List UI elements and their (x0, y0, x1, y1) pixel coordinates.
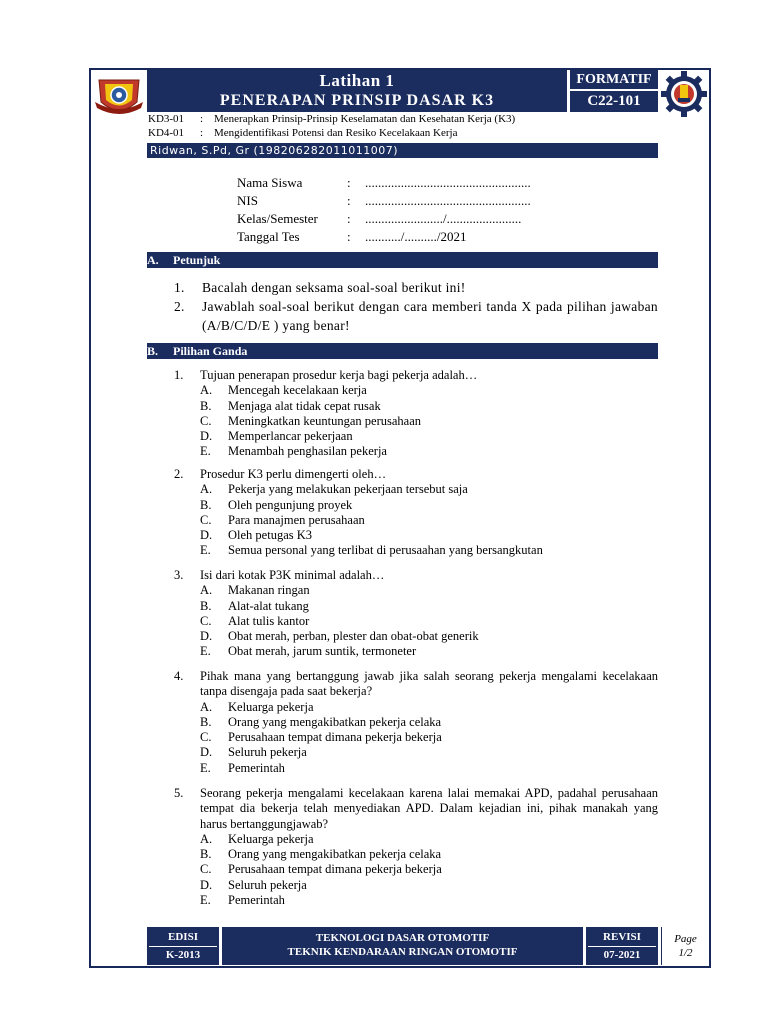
instruction-number: 2. (174, 299, 185, 314)
document-code: C22-101 (570, 91, 658, 112)
revisi-value: 07-2021 (603, 949, 641, 961)
instruction-item (174, 278, 658, 297)
option-letter: E. (200, 543, 211, 558)
kd-text: Menerapkan Prinsip-Prinsip Keselamatan dan Kesehatan Kerja (K3) (214, 113, 516, 125)
option-text: Alat-alat tukang (228, 598, 309, 613)
option-letter: A. (200, 831, 213, 846)
answer-option[interactable] (200, 599, 658, 614)
option-letter: B. (200, 497, 212, 512)
option-letter: E. (200, 760, 211, 775)
option-letter: D. (200, 877, 213, 892)
section-letter: B. (147, 344, 159, 358)
question-text: Prosedur K3 perlu dimengerti oleh… (200, 467, 387, 481)
option-text: Menambah penghasilan pekerja (228, 444, 387, 459)
option-text: Makanan ringan (228, 583, 310, 598)
option-letter: B. (200, 598, 212, 613)
question-number: 2. (174, 467, 184, 481)
answer-option[interactable] (200, 862, 658, 877)
name-field[interactable]: ................................................... (365, 175, 531, 190)
question-number: 5. (174, 786, 184, 800)
question-item (174, 467, 658, 559)
answer-option[interactable] (200, 513, 658, 528)
student-identity (237, 174, 531, 246)
option-letter: A. (200, 383, 213, 398)
question-number: 4. (174, 669, 184, 683)
option-text: Para manajmen perusahaan (228, 512, 365, 527)
identity-label: Tanggal Tes (237, 229, 300, 244)
option-text: Obat merah, jarum suntik, termoneter (228, 644, 417, 659)
kd-colon: : (200, 127, 204, 139)
gear-logo-icon (660, 70, 708, 118)
identity-row (237, 174, 531, 192)
school-logo-icon (93, 72, 145, 118)
answer-option[interactable] (200, 383, 658, 398)
footer-subject (222, 927, 583, 965)
class-semester-field[interactable]: ......................../....................... (365, 211, 522, 226)
instruction-text: Jawablah soal-soal berikut dengan cara memberi tanda X pada pilihan jawaban (A/B/C/D/E ) yang benar! (202, 299, 658, 333)
subject-line2: TEKNIK KENDARAAN RINGAN OTOMOTIF (287, 946, 518, 958)
answer-option[interactable] (200, 761, 658, 776)
instruction-number: 1. (174, 280, 185, 295)
option-letter: E. (200, 893, 211, 908)
option-text: Meningkatkan keuntungan perusahaan (228, 413, 421, 428)
kd-code: KD4-01 (148, 127, 185, 139)
teacher-bar: Ridwan, S.Pd, Gr (198206282011011007) (147, 143, 658, 158)
option-text: Seluruh pekerja (228, 877, 307, 892)
option-letter: D. (200, 629, 213, 644)
identity-label: NIS (237, 193, 258, 208)
identity-colon: : (347, 211, 351, 226)
section-header-b (147, 343, 658, 359)
section-header-a (147, 252, 658, 268)
option-text: Menjaga alat tidak cepat rusak (228, 398, 381, 413)
option-text: Perusahaan tempat dimana pekerja bekerja (228, 730, 442, 745)
question-item (174, 368, 658, 460)
kd-line (148, 127, 457, 140)
answer-option[interactable] (200, 444, 658, 459)
option-letter: C. (200, 862, 212, 877)
answer-option[interactable] (200, 730, 658, 745)
answer-option[interactable] (200, 528, 658, 543)
option-letter: D. (200, 745, 213, 760)
option-text: Keluarga pekerja (228, 699, 314, 714)
answer-option[interactable] (200, 893, 658, 908)
question-text: Isi dari kotak P3K minimal adalah… (200, 568, 385, 582)
identity-label: Kelas/Semester (237, 211, 318, 226)
page-number: 1/2 (678, 947, 693, 959)
page-indicator (661, 927, 709, 965)
option-letter: E. (200, 444, 211, 459)
edisi-label: EDISI (168, 931, 198, 943)
section-letter: A. (147, 253, 159, 267)
identity-colon: : (347, 175, 351, 190)
question-number: 1. (174, 368, 184, 382)
question-text: Pihak mana yang bertanggung jawab jika salah seorang pekerja mengalami kecelakaan tanpa disengaja pada saat bekerja? (200, 669, 658, 699)
kd-text: Mengidentifikasi Potensi dan Resiko Kecelakaan Kerja (214, 127, 458, 139)
identity-colon: : (347, 193, 351, 208)
answer-option[interactable] (200, 498, 658, 513)
answer-option[interactable] (200, 614, 658, 629)
section-title: Pilihan Ganda (173, 344, 248, 358)
nis-field[interactable]: ................................................... (365, 193, 531, 208)
answer-option[interactable] (200, 700, 658, 715)
option-letter: C. (200, 730, 212, 745)
edisi-value: K-2013 (165, 949, 201, 961)
answer-option[interactable] (200, 847, 658, 862)
option-text: Semua personal yang terlibat di perusaahan yang bersangkutan (228, 543, 543, 558)
answer-option[interactable] (200, 878, 658, 893)
footer-divider (149, 946, 217, 947)
option-text: Obat merah, perban, plester dan obat-obat generik (228, 629, 479, 644)
identity-colon: : (347, 229, 351, 244)
option-letter: E. (200, 644, 211, 659)
kd-line (148, 113, 515, 126)
option-letter: B. (200, 398, 212, 413)
question-text: Tujuan penerapan prosedur kerja bagi pekerja adalah… (200, 368, 478, 382)
page-label: Page (674, 933, 697, 945)
option-text: Seluruh pekerja (228, 745, 307, 760)
option-letter: A. (200, 699, 213, 714)
test-date-field[interactable]: .........../........../2021 (365, 229, 467, 244)
option-letter: A. (200, 583, 213, 598)
answer-option[interactable] (200, 429, 658, 444)
revisi-label: REVISI (603, 931, 641, 943)
option-letter: D. (200, 528, 213, 543)
option-text: Pekerja yang melakukan pekerjaan tersebut saja (228, 482, 468, 497)
answer-option[interactable] (200, 629, 658, 644)
option-text: Alat tulis kantor (228, 613, 310, 628)
identity-row (237, 228, 531, 246)
page-title: Latihan 1 (319, 71, 395, 90)
answer-option[interactable] (200, 482, 658, 497)
footer-divider (588, 946, 656, 947)
option-text: Orang yang mengakibatkan pekerja celaka (228, 847, 442, 862)
option-letter: B. (200, 847, 212, 862)
identity-row (237, 192, 531, 210)
answer-option[interactable] (200, 583, 658, 598)
option-letter: B. (200, 714, 212, 729)
option-letter: C. (200, 413, 212, 428)
question-item (174, 786, 658, 908)
identity-label: Nama Siswa (237, 175, 303, 190)
section-title: Petunjuk (173, 253, 221, 267)
option-text: Oleh pengunjung proyek (228, 497, 353, 512)
option-text: Pemerintah (228, 760, 285, 775)
title-banner (147, 70, 567, 112)
question-item (174, 669, 658, 776)
question-item (174, 568, 658, 660)
option-letter: C. (200, 613, 212, 628)
footer-edisi (147, 927, 219, 965)
answer-option[interactable] (200, 644, 658, 659)
instruction-text: Bacalah dengan seksama soal-soal berikut ini! (202, 280, 466, 295)
option-text: Pemerintah (228, 893, 285, 908)
instruction-item (174, 297, 658, 335)
option-letter: C. (200, 512, 212, 527)
formatif-label: FORMATIF (570, 70, 658, 89)
identity-row (237, 210, 531, 228)
answer-option[interactable] (200, 414, 658, 429)
option-text: Keluarga pekerja (228, 831, 314, 846)
kd-code: KD3-01 (148, 113, 185, 125)
footer-revisi (586, 927, 658, 965)
option-text: Orang yang mengakibatkan pekerja celaka (228, 714, 442, 729)
answer-option[interactable] (200, 399, 658, 414)
option-text: Memperlancar pekerjaan (228, 429, 353, 444)
answer-option[interactable] (200, 745, 658, 760)
subject-line1: TEKNOLOGI DASAR OTOMOTIF (315, 932, 490, 944)
option-text: Perusahaan tempat dimana pekerja bekerja (228, 862, 442, 877)
kd-colon: : (200, 113, 204, 125)
option-text: Oleh petugas K3 (228, 528, 313, 543)
answer-option[interactable] (200, 832, 658, 847)
option-letter: A. (200, 482, 213, 497)
page-subtitle: PENERAPAN PRINSIP DASAR K3 (219, 92, 495, 109)
option-letter: D. (200, 429, 213, 444)
answer-option[interactable] (200, 715, 658, 730)
option-text: Mencegah kecelakaan kerja (228, 383, 367, 398)
question-number: 3. (174, 568, 184, 582)
question-text: Seorang pekerja mengalami kecelakaan karena lalai memakai APD, padahal perusahaan tempat dia bekerja telah menyediakan APD. Dalam kejadian ini, pihak manakah yang harus bertanggungjawab? (200, 786, 658, 831)
answer-option[interactable] (200, 543, 658, 558)
